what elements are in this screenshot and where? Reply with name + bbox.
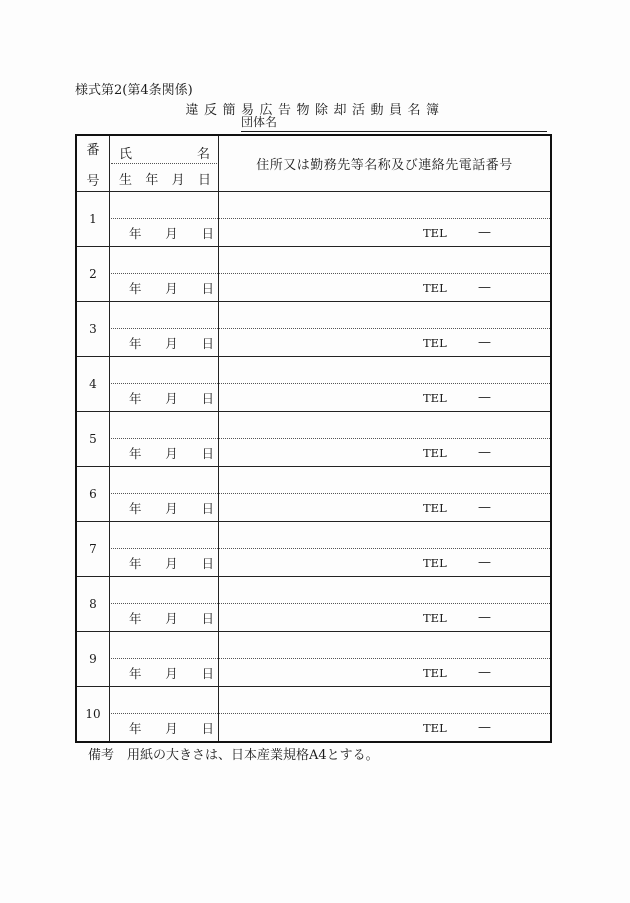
- day-label: 日: [201, 611, 214, 626]
- name-header-label: [119, 143, 210, 162]
- tel-label: TEL: [423, 390, 447, 405]
- day-label: 日: [201, 666, 214, 681]
- page-title: 違反簡易広告物除却活動員名簿: [185, 103, 445, 118]
- table-row: [77, 521, 550, 576]
- address-cell: [219, 247, 550, 301]
- tel-label: TEL: [423, 555, 447, 570]
- table-row: [77, 411, 550, 466]
- tel-field: [423, 280, 491, 295]
- name-header-char-left: 氏: [119, 147, 133, 162]
- tel-label: TEL: [423, 445, 447, 460]
- name-column-header: [110, 136, 219, 191]
- table-row: [77, 246, 550, 301]
- tel-dash: —: [478, 280, 491, 295]
- row-dotted-divider: [111, 438, 550, 439]
- table-row: [77, 631, 550, 686]
- tel-dash: —: [478, 445, 491, 460]
- row-number: 2: [77, 247, 110, 301]
- month-label: 月: [165, 501, 178, 516]
- name-birthdate-cell: [110, 192, 219, 246]
- name-birthdate-cell: [110, 247, 219, 301]
- month-label: 月: [165, 391, 178, 406]
- row-number: 1: [77, 192, 110, 246]
- table-row: [77, 191, 550, 246]
- row-number: 10: [77, 687, 110, 741]
- birthdate-labels: [129, 279, 214, 297]
- table-row: [77, 301, 550, 356]
- address-cell: [219, 577, 550, 631]
- tel-dash: —: [478, 500, 491, 515]
- birthdate-labels: [129, 224, 214, 242]
- tel-label: TEL: [423, 335, 447, 350]
- number-column-header: [77, 136, 110, 191]
- tel-label: TEL: [423, 225, 447, 240]
- tel-field: [423, 720, 491, 735]
- table-row: [77, 576, 550, 631]
- birthdate-labels: [129, 719, 214, 737]
- birthdate-labels: [129, 554, 214, 572]
- month-label: 月: [165, 611, 178, 626]
- address-cell: [219, 192, 550, 246]
- birth-header-char-4: 日: [197, 173, 211, 188]
- month-label: 月: [165, 226, 178, 241]
- birthdate-labels: [129, 664, 214, 682]
- name-birthdate-cell: [110, 302, 219, 356]
- tel-dash: —: [478, 335, 491, 350]
- row-dotted-divider: [111, 493, 550, 494]
- year-label: 年: [129, 556, 142, 571]
- row-number: 6: [77, 467, 110, 521]
- row-dotted-divider: [111, 273, 550, 274]
- header-dotted-divider: [111, 163, 217, 164]
- day-label: 日: [201, 226, 214, 241]
- address-column-header: 住所又は勤務先等名称及び連絡先電話番号: [256, 158, 513, 173]
- row-dotted-divider: [111, 603, 550, 604]
- birthdate-labels: [129, 334, 214, 352]
- day-label: 日: [201, 556, 214, 571]
- address-cell: [219, 522, 550, 576]
- tel-label: TEL: [423, 720, 447, 735]
- day-label: 日: [201, 391, 214, 406]
- address-cell: [219, 412, 550, 466]
- address-cell: [219, 467, 550, 521]
- year-label: 年: [129, 281, 142, 296]
- tel-dash: —: [478, 390, 491, 405]
- year-label: 年: [129, 446, 142, 461]
- row-dotted-divider: [111, 713, 550, 714]
- row-number: 8: [77, 577, 110, 631]
- tel-label: TEL: [423, 500, 447, 515]
- birth-header-char-1: 生: [119, 173, 133, 188]
- year-label: 年: [129, 611, 142, 626]
- tel-dash: —: [478, 720, 491, 735]
- tel-label: TEL: [423, 665, 447, 680]
- row-number: 3: [77, 302, 110, 356]
- day-label: 日: [201, 501, 214, 516]
- day-label: 日: [201, 281, 214, 296]
- tel-field: [423, 445, 491, 460]
- tel-field: [423, 390, 491, 405]
- name-birthdate-cell: [110, 687, 219, 741]
- tel-label: TEL: [423, 610, 447, 625]
- year-label: 年: [129, 336, 142, 351]
- roster-table: [75, 134, 552, 743]
- name-birthdate-cell: [110, 467, 219, 521]
- name-birthdate-cell: [110, 522, 219, 576]
- table-header-row: [77, 136, 550, 191]
- tel-field: [423, 555, 491, 570]
- tel-dash: —: [478, 555, 491, 570]
- tel-label: TEL: [423, 280, 447, 295]
- number-header-char-bottom: 号: [86, 173, 100, 189]
- tel-field: [423, 610, 491, 625]
- row-number: 7: [77, 522, 110, 576]
- birthdate-labels: [129, 444, 214, 462]
- tel-field: [423, 665, 491, 680]
- address-cell: [219, 632, 550, 686]
- birthdate-header-label: [119, 169, 211, 188]
- address-cell: [219, 687, 550, 741]
- row-number: 9: [77, 632, 110, 686]
- address-cell: [219, 357, 550, 411]
- month-label: 月: [165, 666, 178, 681]
- name-birthdate-cell: [110, 357, 219, 411]
- birthdate-labels: [129, 609, 214, 627]
- tel-field: [423, 335, 491, 350]
- group-name-field: [241, 116, 547, 132]
- year-label: 年: [129, 391, 142, 406]
- tel-field: [423, 500, 491, 515]
- table-row: [77, 356, 550, 411]
- tel-dash: —: [478, 665, 491, 680]
- table-row: [77, 686, 550, 741]
- number-header-char-top: 番: [86, 142, 100, 158]
- address-cell: [219, 302, 550, 356]
- day-label: 日: [201, 336, 214, 351]
- day-label: 日: [201, 446, 214, 461]
- name-header-char-right: 名: [196, 147, 210, 162]
- year-label: 年: [129, 226, 142, 241]
- tel-dash: —: [478, 610, 491, 625]
- row-number: 5: [77, 412, 110, 466]
- year-label: 年: [129, 721, 142, 736]
- month-label: 月: [165, 446, 178, 461]
- name-birthdate-cell: [110, 632, 219, 686]
- remarks-note: [88, 744, 379, 763]
- name-birthdate-cell: [110, 577, 219, 631]
- birth-header-char-2: 年: [145, 173, 159, 188]
- tel-field: [423, 225, 491, 240]
- row-dotted-divider: [111, 383, 550, 384]
- form-number: 様式第2(第4条関係): [75, 83, 193, 98]
- group-name-label: 団体名: [241, 115, 278, 129]
- birth-header-char-3: 月: [171, 173, 185, 188]
- month-label: 月: [165, 281, 178, 296]
- month-label: 月: [165, 336, 178, 351]
- month-label: 月: [165, 721, 178, 736]
- year-label: 年: [129, 501, 142, 516]
- table-row: [77, 466, 550, 521]
- row-number: 4: [77, 357, 110, 411]
- birthdate-labels: [129, 499, 214, 517]
- row-dotted-divider: [111, 658, 550, 659]
- remarks-text: 用紙の大きさは、日本産業規格A4とする。: [127, 748, 379, 763]
- day-label: 日: [201, 721, 214, 736]
- row-dotted-divider: [111, 548, 550, 549]
- name-birthdate-cell: [110, 412, 219, 466]
- month-label: 月: [165, 556, 178, 571]
- year-label: 年: [129, 666, 142, 681]
- birthdate-labels: [129, 389, 214, 407]
- tel-dash: —: [478, 225, 491, 240]
- remarks-label: 備考: [88, 748, 115, 763]
- row-dotted-divider: [111, 218, 550, 219]
- row-dotted-divider: [111, 328, 550, 329]
